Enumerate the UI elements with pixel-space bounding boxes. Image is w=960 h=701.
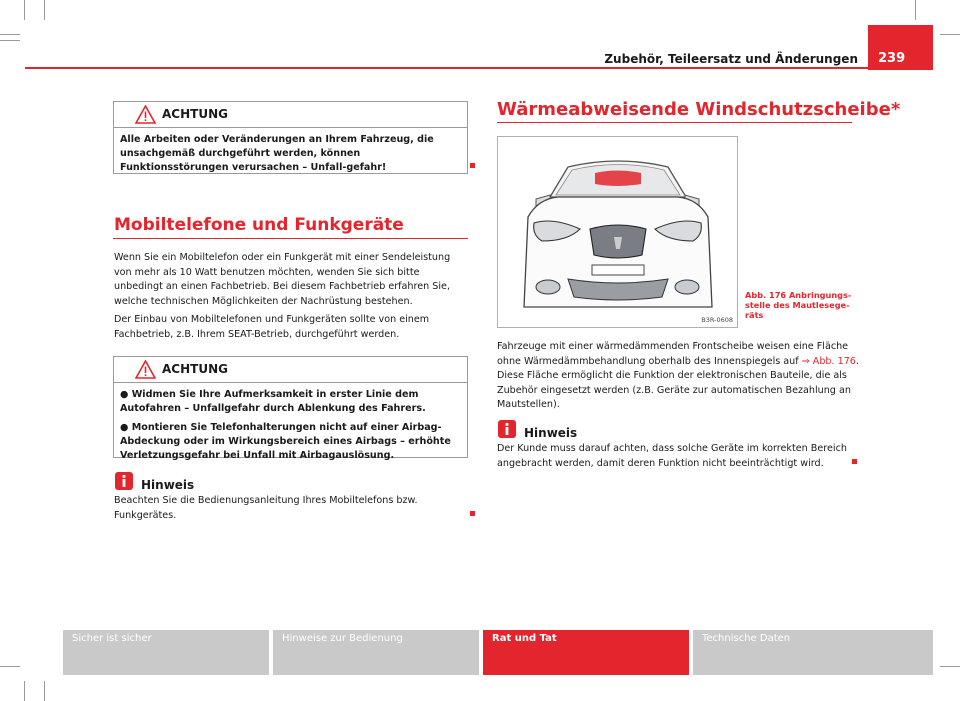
section-end-marker: [470, 163, 475, 168]
warning-label: ACHTUNG: [162, 107, 228, 121]
note-label: Hinweis: [524, 426, 578, 440]
paragraph-text: [497, 340, 859, 413]
crop-mark: [0, 40, 20, 41]
info-note-icon: [498, 420, 516, 438]
bullet-text: Widmen Sie Ihre Aufmerksamkeit in erster Linie dem Autofahren – Unfallgefahr durch Ablenkung des Fahrers.: [120, 389, 426, 414]
warning-label: ACHTUNG: [162, 362, 228, 376]
car-front-illustration: [498, 137, 737, 327]
figure-car-windshield: [497, 136, 738, 328]
section-title: Mobiltelefone und Funkgeräte: [114, 215, 404, 235]
section-end-marker: [852, 459, 857, 464]
crop-mark: [0, 34, 20, 35]
paragraph: [114, 313, 469, 342]
bullet-text: Montieren Sie Telefonhalterungen nicht auf einer Airbag-Abdeckung oder im Wirkungsbereich eines Airbags – erhöhte Verletzungsgefahr bei Unfall mit Airbagauslösung.: [120, 422, 451, 461]
warning-box: [113, 101, 468, 174]
footer-tab-hinweise[interactable]: Hinweise zur Bedienung: [273, 630, 479, 675]
section-end-marker: [470, 511, 475, 516]
footer-tab-technische-daten[interactable]: Technische Daten: [693, 630, 933, 675]
paragraph-text: Der Einbau von Mobiltelefonen und Funkgeräten sollte von einem Fachbetrieb, z.B. Ihrem SEAT-Betrieb, durchgeführt werden.: [114, 314, 430, 340]
crop-mark: [44, 0, 45, 20]
footer-tab-sicher[interactable]: Sicher ist sicher: [63, 630, 269, 675]
crop-mark: [915, 0, 916, 20]
warning-triangle-icon: [135, 360, 156, 379]
warning-header: [114, 102, 467, 128]
paragraph-text-end: . Diese Fläche ermöglicht die Funktion der elektronischen Bauteile, die als Zubehör eingesetzt werden (z.B. Geräte zur automatischen Bezahlung an Mautstellen).: [497, 355, 859, 410]
paragraph-text: Wenn Sie ein Mobiltelefon oder ein Funkgerät mit einer Sendeleistung von mehr als 10 Watt benutzen möchten, wenden Sie sich bitte unbedingt an einen Fachbetrieb. Bei diesem Fachbetrieb erfahren Sie, welche technischen Möglichkeiten der Nachrüstung bestehen.: [114, 252, 451, 307]
warning-triangle-icon: [135, 105, 156, 124]
section-title-rule: [497, 122, 852, 123]
warning-text: Alle Arbeiten oder Veränderungen an Ihrem Fahrzeug, die unsachgemäß durchgeführt werden, können Funktionsstörungen verursachen – Unfall-gefahr!: [120, 134, 434, 173]
figure-link[interactable]: ⇒ Abb. 176: [801, 355, 856, 367]
paragraph-text-start: Fahrzeuge mit einer wärmedämmenden Frontscheibe weisen eine Fläche ohne Wärmedämmbehandlung oberhalb des Innenspiegels auf: [497, 341, 849, 367]
figure-caption: Abb. 176 Anbringungs-stelle des Mautlesege-räts: [745, 290, 852, 320]
page-header-title: Zubehör, Teileersatz und Änderungen: [604, 52, 858, 66]
crop-mark: [24, 0, 25, 20]
warning-bullet: [120, 421, 461, 463]
note-text: Beachten Sie die Bedienungsanleitung Ihres Mobiltelefons bzw. Funkgerätes.: [114, 495, 418, 521]
section-title: Wärmeabweisende Windschutzscheibe*: [497, 99, 901, 120]
warning-bullet: [120, 388, 461, 416]
paragraph: [497, 442, 859, 471]
warning-box: [113, 356, 468, 461]
crop-mark: [44, 681, 45, 701]
bullet-icon: ●: [120, 389, 129, 400]
note-text: Der Kunde muss darauf achten, dass solche Geräte im korrekten Bereich angebracht werden, damit deren Funktion nicht beeinträchtigt wird.: [497, 443, 847, 469]
note-label: Hinweis: [141, 478, 195, 492]
crop-mark: [24, 681, 25, 701]
section-title-rule: [113, 238, 468, 239]
figure-code: B3R-0608: [701, 316, 733, 324]
page-number: 239: [868, 25, 933, 70]
paragraph: [114, 251, 469, 309]
paragraph: [497, 340, 859, 413]
info-note-icon: [115, 472, 133, 490]
header-rule: [25, 67, 868, 69]
footer-tab-rat-und-tat[interactable]: Rat und Tat: [483, 630, 689, 675]
warning-header: [114, 357, 467, 383]
crop-mark: [940, 666, 960, 667]
crop-mark: [940, 34, 960, 35]
bullet-icon: ●: [120, 422, 129, 433]
crop-mark: [0, 666, 20, 667]
paragraph: [114, 494, 454, 523]
